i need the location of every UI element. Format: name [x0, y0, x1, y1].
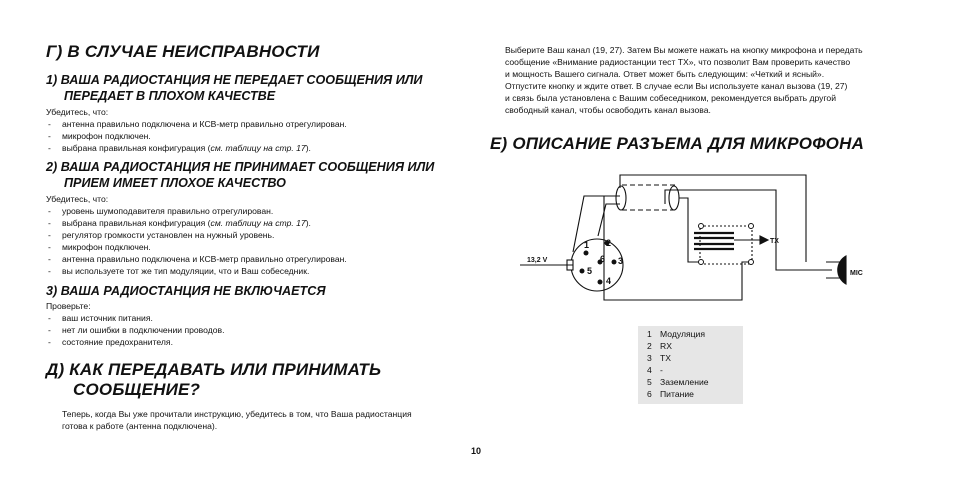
- list-item: - антенна правильно подключена и КСВ-метр правильно отрегулирован.: [62, 118, 347, 130]
- voltage-label: 13,2 V: [527, 257, 548, 264]
- cable-sleeve: [622, 185, 675, 210]
- list-item-text: выбрана правильная конфигурация (: [62, 143, 211, 153]
- pin-label: 2: [606, 238, 612, 248]
- right-paragraph-line: сообщение «Внимание радиостанции тест TX», что позволит Вам проверить качество: [505, 57, 851, 67]
- list-item: - нет ли ошибки в подключении проводов.: [62, 324, 224, 336]
- legend-row: 5 Заземление: [647, 377, 709, 387]
- page-number: 10: [471, 446, 482, 456]
- legend-row: 4 -: [647, 365, 663, 375]
- section2-title-line1: 2) ВАША РАДИОСТАНЦИЯ НЕ ПРИНИМАЕТ СООБЩЕНИЯ ИЛИ: [46, 160, 435, 174]
- section1-title-line2: ПЕРЕДАЕТ В ПЛОХОМ КАЧЕСТВЕ: [64, 89, 276, 103]
- section-d-text-line2: готова к работе (антенна подключена).: [62, 421, 218, 431]
- section2-title-line2: ПРИЕМ ИМЕЕТ ПЛОХОЕ КАЧЕСТВО: [64, 176, 286, 190]
- list-item: - состояние предохранителя.: [62, 336, 173, 348]
- section3-intro: Проверьте:: [46, 301, 91, 311]
- mic-capsule: [838, 256, 846, 284]
- section1-title-line1: 1) ВАША РАДИОСТАНЦИЯ НЕ ПЕРЕДАЕТ СООБЩЕНИЯ ИЛИ: [46, 73, 423, 87]
- list-item: - микрофон подключен.: [62, 130, 151, 142]
- section-d-text-line1: Теперь, когда Вы уже прочитали инструкцию, убедитесь в том, что Ваша радиостанция: [62, 409, 412, 419]
- heading-e: Е) ОПИСАНИЕ РАЗЪЕМА ДЛЯ МИКРОФОНА: [490, 134, 865, 153]
- connector-pin: [598, 280, 603, 285]
- section1-intro: Убедитесь, что:: [46, 107, 109, 117]
- list-item: - ваш источник питания.: [62, 312, 153, 324]
- list-item: - регулятор громкости установлен на нужный уровень.: [62, 229, 274, 241]
- legend-row: 6 Питание: [647, 389, 694, 399]
- table-reference: см. таблицу на стр. 17: [210, 218, 306, 228]
- heading-d-line2: СООБЩЕНИЕ?: [73, 380, 201, 399]
- pin-legend: [638, 326, 743, 404]
- section3-title: 3) ВАША РАДИОСТАНЦИЯ НЕ ВКЛЮЧАЕТСЯ: [46, 284, 326, 298]
- list-item: - вы используете тот же тип модуляции, что и Ваш собеседник.: [62, 265, 309, 277]
- wire: [598, 204, 620, 236]
- pin-label: 1: [584, 240, 590, 250]
- list-item: - антенна правильно подключена и КСВ-метр правильно отрегулирован.: [62, 253, 347, 265]
- cable-end-left: [616, 186, 626, 210]
- section2-intro: Убедитесь, что:: [46, 194, 109, 204]
- pin-label: 4: [606, 276, 612, 286]
- switch-contact: [699, 224, 704, 229]
- switch-bar: [694, 244, 734, 249]
- list-item: - микрофон подключен.: [62, 241, 151, 253]
- mic-label: MIC: [850, 270, 863, 277]
- connector-pin: [580, 269, 585, 274]
- pin-label: 5: [587, 266, 593, 276]
- pin-label: 3: [618, 256, 624, 266]
- table-reference: см. таблицу на стр. 17: [210, 143, 306, 153]
- signal-wire: [665, 190, 832, 270]
- switch-bar: [694, 233, 734, 238]
- right-paragraph-line: Отпустите кнопку и ждите ответ. В случае если Вы используете канал вызова (19, 27): [505, 81, 848, 91]
- right-paragraph-line: Выберите Ваш канал (19, 27). Затем Вы можете нажать на кнопку микрофона и передать: [505, 45, 863, 55]
- wire: [679, 198, 700, 262]
- switch-contact: [699, 260, 704, 265]
- legend-row: 1 Модуляция: [647, 329, 706, 339]
- connector-pin: [584, 251, 589, 256]
- legend-row: 2 RX: [647, 341, 672, 351]
- right-paragraph-line: и связь была установлена с Вашим собеседником, рекомендуется выбрать другой: [505, 93, 837, 103]
- list-item: - уровень шумоподавителя правильно отрегулирован.: [62, 205, 273, 217]
- tx-label: TX: [770, 238, 779, 245]
- list-item-tail: ).: [305, 218, 311, 228]
- pin-label: 6: [600, 254, 606, 264]
- list-item-tail: ).: [305, 143, 311, 153]
- right-paragraph-line: свободный канал, чтобы освободить канал вызова.: [505, 105, 711, 115]
- switch-contact: [749, 260, 754, 265]
- list-item-text: выбрана правильная конфигурация (: [62, 218, 211, 228]
- heading-g: Г) В СЛУЧАЕ НЕИСПРАВНОСТИ: [46, 42, 320, 61]
- heading-d-line1: Д) КАК ПЕРЕДАВАТЬ ИЛИ ПРИНИМАТЬ: [46, 360, 382, 379]
- right-paragraph-line: и мощность Вашего сигнала. Ответ может быть следующим: «Четкий и ясный».: [505, 69, 825, 79]
- switch-contact: [749, 224, 754, 229]
- connector-body: [571, 239, 623, 291]
- legend-row: 3 TX: [647, 353, 671, 363]
- connector-pin: [612, 260, 617, 265]
